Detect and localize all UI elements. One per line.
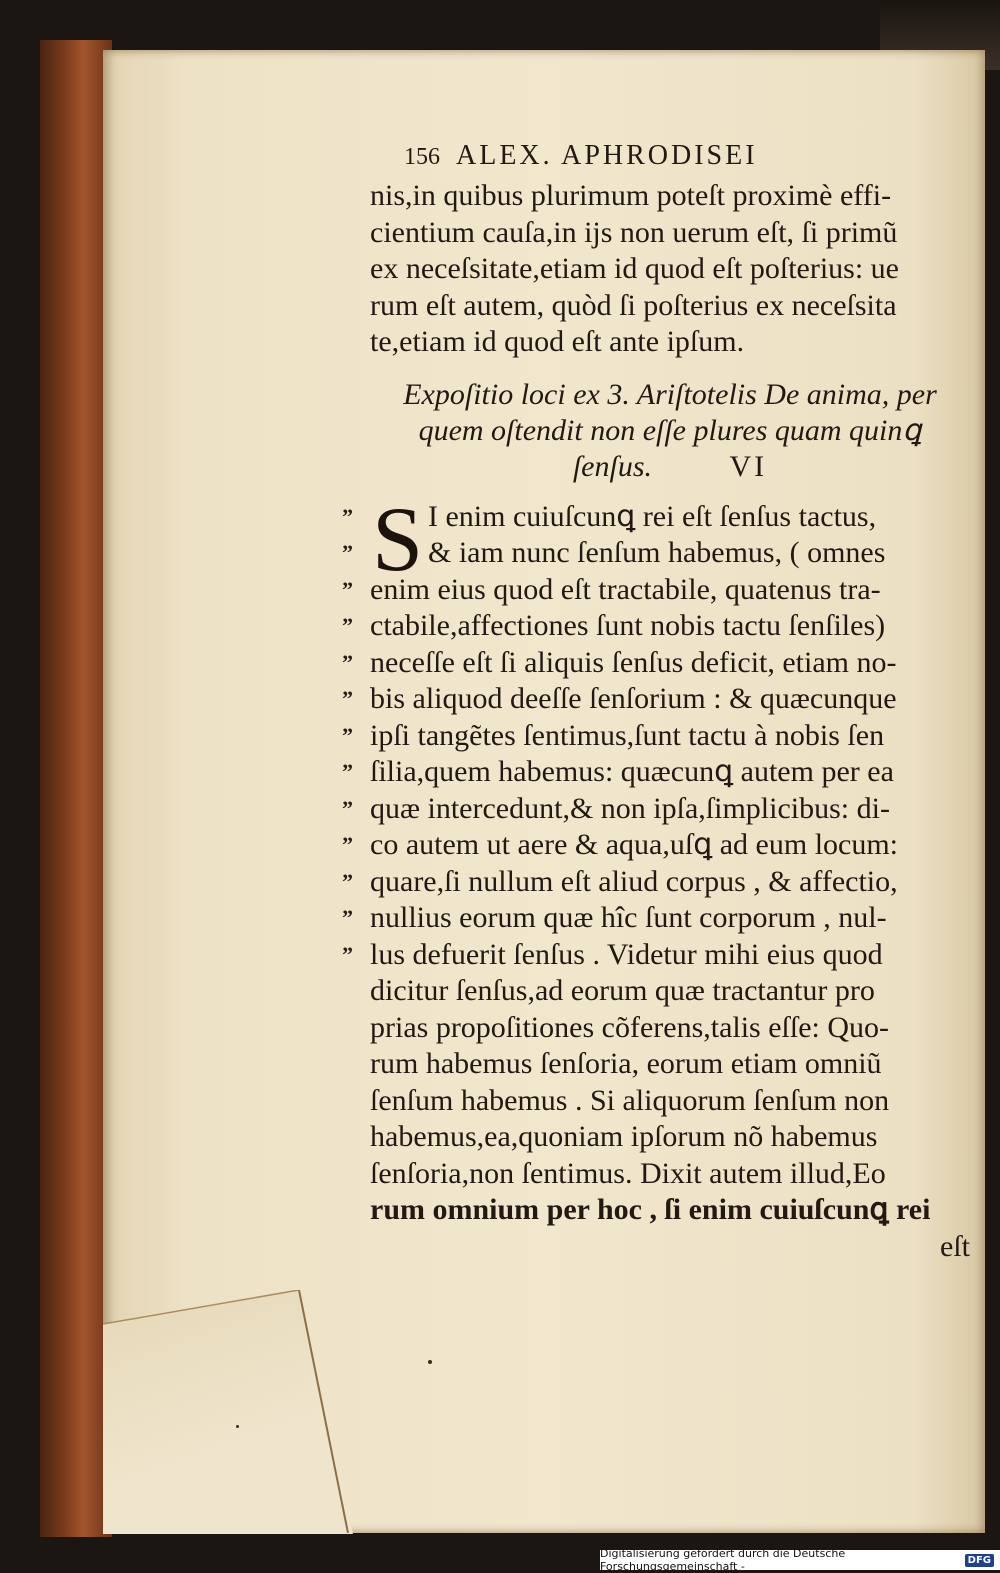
quote-mark: ” <box>342 503 353 529</box>
line-text: co autem ut aere & aqua,uſꝗ ad eum locum: <box>370 828 899 861</box>
text-line <box>330 535 970 572</box>
text-line <box>330 827 970 864</box>
catchword: eſt <box>940 1229 970 1263</box>
text-line: ex neceſsitate,etiam id quod eſt poſterius: ue <box>370 252 899 285</box>
quote-mark: ” <box>342 686 353 711</box>
ink-speck <box>236 1425 239 1428</box>
text-line: te,etiam id quod eſt ante ipſum. <box>370 325 745 358</box>
quote-mark: ” <box>342 941 353 967</box>
text-line: rum omnium per hoc , ſi enim cuiuſcunꝗ rei <box>370 1193 931 1226</box>
text-line: ſenſum habemus . Si aliquorum ſenſum non <box>370 1083 890 1117</box>
body-text-bottom <box>330 973 970 1265</box>
text-line <box>330 864 970 901</box>
heading-line: Expoſitio loci ex 3. Ariſtotelis De anima, per <box>403 377 937 411</box>
quote-mark: ” <box>342 540 353 565</box>
line-text: ipſi tangẽtes ſentimus,ſunt tactu à nobis ſen <box>370 718 885 752</box>
quote-mark: ” <box>342 576 353 602</box>
ink-speck <box>428 1360 432 1364</box>
page-text <box>330 140 970 1265</box>
text-line: habemus,ea,quoniam ipſorum nõ habemus <box>370 1120 878 1153</box>
quote-mark: ” <box>342 795 353 821</box>
drop-cap: S <box>372 487 424 590</box>
line-text: & iam nunc ſenſum habemus, ( omnes <box>428 536 886 569</box>
text-line: dicitur ſenſus,ad eorum quæ tractantur pro <box>370 974 875 1007</box>
dfg-logo: DFG <box>965 1554 994 1567</box>
line-text: I enim cuiuſcunꝗ rei eſt ſenſus tactus, <box>428 499 877 533</box>
text-line: rum eſt autem, quòd ſi poſterius ex neceſsita <box>370 288 897 322</box>
text-line <box>330 608 970 645</box>
text-line: prias propoſitiones cõferens,talis eſſe: Quo- <box>370 1010 890 1044</box>
line-text: lus defuerit ſenſus . Videtur mihi eius quod <box>370 937 883 971</box>
book-spine-edge <box>40 40 112 1537</box>
quote-mark: ” <box>342 613 353 638</box>
running-header <box>330 140 970 178</box>
text-line <box>330 791 970 828</box>
quote-mark: ” <box>342 832 353 857</box>
heading-line-end: ſenſus. <box>572 449 652 483</box>
heading-line <box>370 449 970 485</box>
quote-mark: ” <box>342 722 353 748</box>
text-line <box>330 718 970 755</box>
line-text: quæ intercedunt,& non ipſa,ſimplicibus: di- <box>370 791 890 825</box>
quote-mark: ” <box>342 759 353 784</box>
digitization-credit <box>600 1547 1000 1573</box>
page-number: 156 <box>404 144 440 170</box>
line-text: neceſſe eſt ſi aliquis ſenſus deficit, etiam no- <box>370 645 897 679</box>
text-line: cientium cauſa,in ijs non uerum eſt, ſi primũ <box>370 215 898 249</box>
line-text: enim eius quod eſt tractabile, quatenus tra- <box>370 572 881 606</box>
line-text: nullius eorum quæ hîc ſunt corporum , nul- <box>370 901 887 934</box>
text-line: nis,in quibus plurimum poteſt proximè effi- <box>370 179 892 212</box>
text-line: ſenſoria,non ſentimus. Dixit autem illud,Eo <box>370 1156 886 1190</box>
text-line: rum habemus ſenſoria, eorum etiam omniũ <box>370 1047 882 1080</box>
text-line <box>330 499 970 536</box>
text-line <box>330 681 970 718</box>
text-line <box>330 645 970 682</box>
line-text: quare,ſi nullum eſt aliud corpus , & affectio, <box>370 864 898 898</box>
text-line <box>330 937 970 974</box>
section-number: VI <box>729 449 768 483</box>
section-heading <box>330 377 970 485</box>
quote-mark: ” <box>342 868 353 894</box>
heading-line: quem oſtendit non eſſe plures quam quinꝗ <box>418 413 922 447</box>
text-line <box>330 572 970 609</box>
quote-mark: ” <box>342 649 353 675</box>
line-text: bis aliquod deeſſe ſenſorium : & quæcunque <box>370 682 897 715</box>
credit-text: Digitalisierung gefördert durch die Deutsche Forschungsgemeinschaft - <box>600 1547 846 1573</box>
quoted-passage <box>330 487 970 974</box>
line-text: ſilia,quem habemus: quæcunꝗ autem per ea <box>370 755 894 788</box>
text-line <box>330 900 970 937</box>
line-text: ctabile,affectiones ſunt nobis tactu ſenſiles) <box>370 609 886 642</box>
quote-mark: ” <box>342 905 353 930</box>
body-text-top <box>330 178 970 361</box>
text-line <box>330 754 970 791</box>
running-title: ALEX. APHRODISEI <box>456 140 758 171</box>
